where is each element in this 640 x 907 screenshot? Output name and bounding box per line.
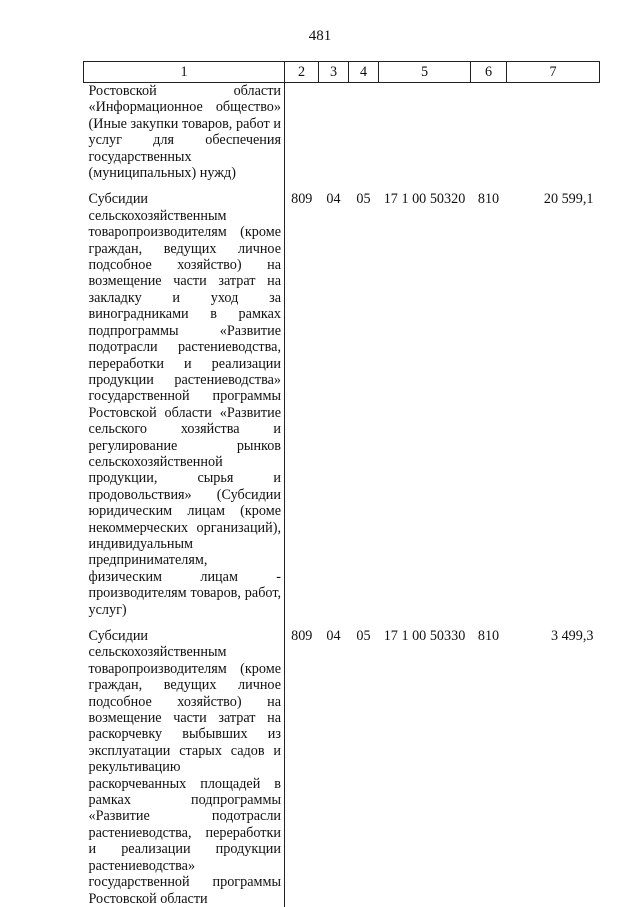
header-col-3: 3 bbox=[319, 62, 349, 83]
page-number: 481 bbox=[308, 28, 332, 44]
row-section-code: 04 bbox=[326, 191, 341, 208]
header-row bbox=[84, 62, 600, 83]
row-section-code: 04 bbox=[326, 628, 341, 644]
row-gap-cell bbox=[84, 181, 285, 191]
row-amount: 20 599,1 bbox=[543, 191, 594, 208]
row-amount bbox=[507, 83, 600, 182]
table-body bbox=[84, 83, 600, 907]
row-subsection-code: 05 bbox=[356, 191, 371, 208]
row-gap bbox=[84, 181, 600, 191]
row-description: Субсидии сельскохозяйственным товаропроизводителям (кроме граждан, ведущих личное подсобное хозяйство) на возмещение части затрат на раскорчевку выбывших из эксплуатации старых садов и рекультивацию раскорчеванных площадей в рамках подпрограммы «Развитие подотрасли растениеводства, переработки и реализации продукции растениеводства» государственной программы Ростовской области bbox=[84, 628, 285, 907]
row-gap-cell bbox=[84, 618, 285, 628]
table-row bbox=[84, 628, 600, 907]
row-subsection-code bbox=[349, 83, 379, 182]
row-gap bbox=[84, 618, 600, 628]
row-section-code bbox=[319, 83, 349, 182]
header-col-4: 4 bbox=[349, 62, 379, 83]
row-ministry-code bbox=[285, 83, 319, 182]
header-col-2: 2 bbox=[285, 62, 319, 83]
table-header bbox=[84, 62, 600, 83]
row-amount: 3 499,3 bbox=[550, 628, 594, 644]
table-row bbox=[84, 191, 600, 618]
row-expense-type bbox=[471, 83, 507, 182]
row-description: Ростовской области «Информационное общество» (Иные закупки товаров, работ и услуг для обеспечения государственных (муниципальных) нужд) bbox=[84, 83, 285, 182]
table-row bbox=[84, 83, 600, 182]
row-target-code bbox=[379, 83, 471, 182]
row-expense-type: 810 bbox=[477, 191, 500, 208]
row-target-code: 17 1 00 50330 bbox=[383, 628, 466, 644]
row-expense-type: 810 bbox=[477, 628, 500, 644]
header-col-7: 7 bbox=[507, 62, 600, 83]
row-ministry-code: 809 bbox=[291, 628, 313, 644]
row-subsection-code: 05 bbox=[356, 628, 371, 644]
header-col-1: 1 bbox=[84, 62, 285, 83]
row-description: Субсидии сельскохозяйственным товаропроизводителям (кроме граждан, ведущих личное подсобное хозяйство) на возмещение части затрат на закладку и уход за виноградниками в рамках подпрограммы «Развитие подотрасли растениеводства, переработки и реализации продукции растениеводства» государственной программы Ростовской области «Развитие сельского хозяйства и регулирование рынков сельскохозяйственной продукции, сырья и продовольствия» (Субсидии юридическим лицам (кроме некоммерческих организаций), индивидуальным предпринимателям, физическим лицам - производителям товаров, работ, услуг) bbox=[84, 191, 285, 618]
header-col-5: 5 bbox=[379, 62, 471, 83]
header-col-6: 6 bbox=[471, 62, 507, 83]
row-ministry-code: 809 bbox=[291, 191, 313, 208]
row-target-code: 17 1 00 50320 bbox=[383, 191, 466, 208]
budget-table bbox=[83, 61, 600, 907]
